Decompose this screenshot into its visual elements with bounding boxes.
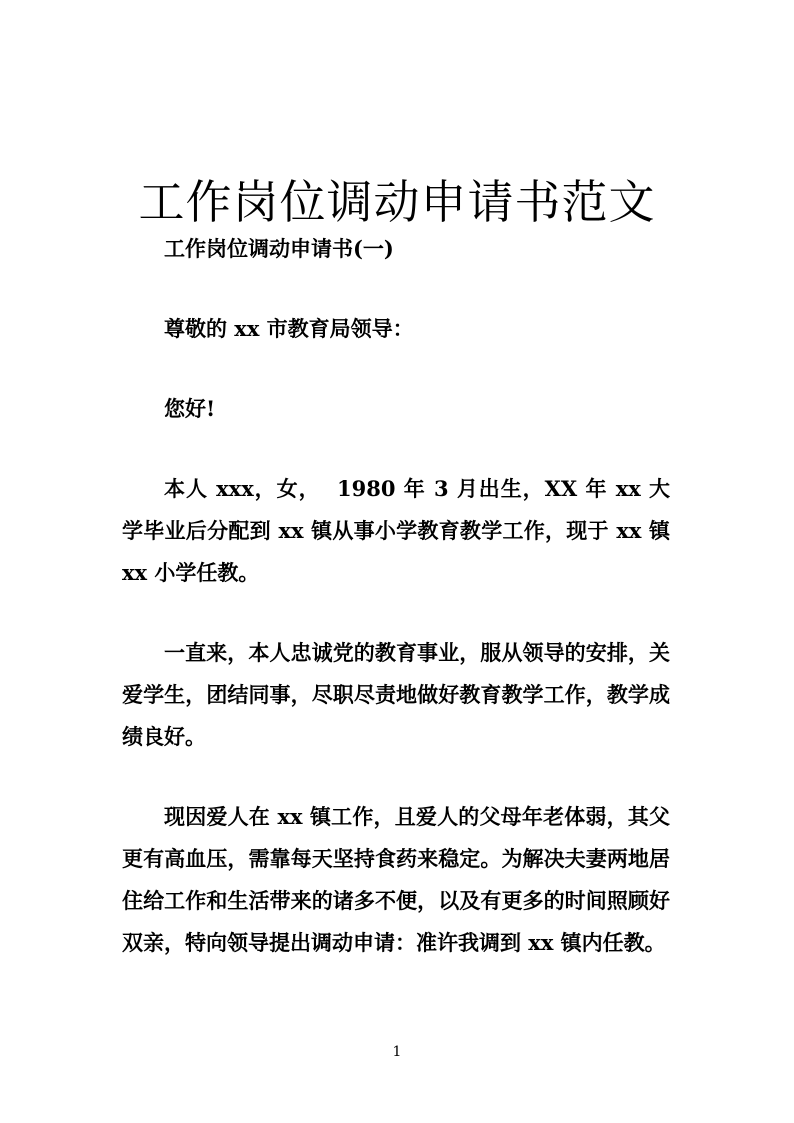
paragraph-transfer-reason: 现因爱人在 xx 镇工作，且爱人的父母年老体弱，其父更有高血压，需靠每天坚持食药来稳定。为解决夫妻两地居住给工作和生活带来的诸多不便，以及有更多的时间照顾好双亲，特向领导提出调动申请：准许我调到 xx 镇内任教。: [122, 804, 670, 955]
salutation: 尊敬的 xx 市教育局领导：: [164, 316, 414, 341]
page-number: 1: [392, 1044, 402, 1060]
greeting: 您好!: [164, 396, 216, 421]
document-title: 工作岗位调动申请书范文: [138, 174, 656, 229]
paragraph-personal-info: 本人 xxx，女， 1980 年 3 月出生，XX 年 xx 大学毕业后分配到 xx 镇从事小学教育教学工作，现于 xx 镇 xx 小学任教。: [122, 476, 678, 585]
letter-heading: 工作岗位调动申请书(一): [164, 236, 394, 261]
paragraph-work-record: 一直来，本人忠诚党的教育事业，服从领导的安排，关爱学生，团结同事，尽职尽责地做好教育教学工作，教学成绩良好。: [122, 640, 670, 749]
document-body: [122, 228, 678, 1002]
